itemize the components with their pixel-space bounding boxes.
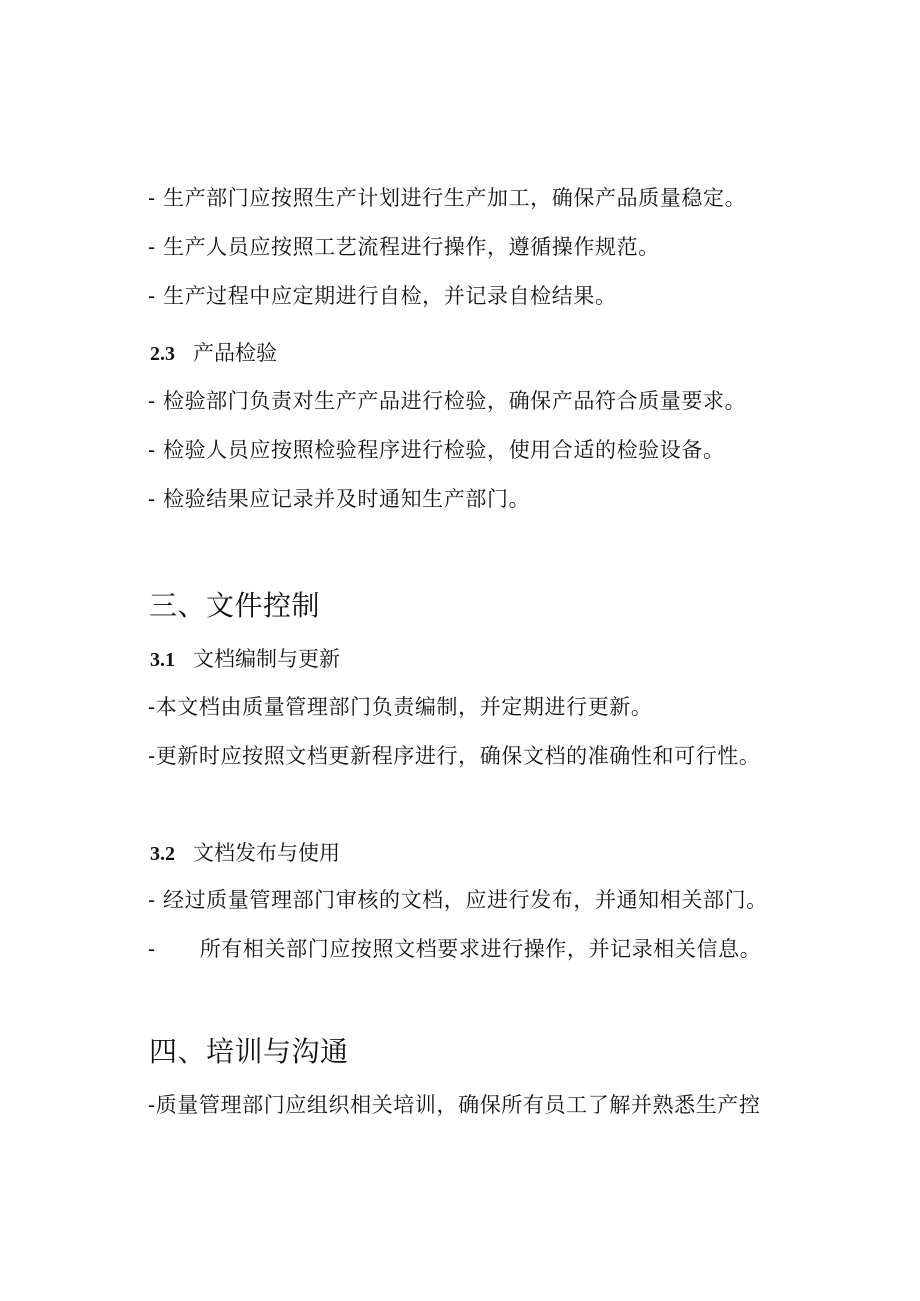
list-item-text: 所有相关部门应按照文档要求进行操作，并记录相关信息。	[199, 937, 762, 961]
section-heading-3-2	[150, 839, 340, 868]
chapter-title-4: 四、培训与沟通	[149, 1035, 349, 1068]
list-item: - 检验结果应记录并及时通知生产部门。	[148, 487, 531, 511]
list-item: - 检验人员应按照检验程序进行检验，使用合适的检验设备。	[148, 438, 725, 462]
list-dash: -	[148, 937, 156, 961]
list-item: -本文档由质量管理部门负责编制，并定期进行更新。	[148, 695, 653, 719]
section-number: 3.1	[150, 649, 175, 671]
section-title: 文档编制与更新	[193, 647, 340, 671]
list-item: -质量管理部门应组织相关培训，确保所有员工了解并熟悉生产控	[148, 1093, 761, 1117]
list-item: - 经过质量管理部门审核的文档，应进行发布，并通知相关部门。	[148, 888, 768, 912]
section-number: 3.2	[150, 843, 175, 865]
list-item	[148, 935, 761, 963]
list-item: - 生产过程中应定期进行自检，并记录自检结果。	[148, 284, 617, 308]
section-heading-2-3	[150, 339, 277, 368]
list-item: - 检验部门负责对生产产品进行检验，确保产品符合质量要求。	[148, 389, 747, 413]
list-item: - 生产人员应按照工艺流程进行操作，遵循操作规范。	[148, 235, 660, 259]
section-number: 2.3	[150, 343, 175, 365]
section-title: 产品检验	[193, 341, 277, 365]
list-item: -更新时应按照文档更新程序进行，确保文档的准确性和可行性。	[148, 744, 761, 768]
section-title: 文档发布与使用	[193, 841, 340, 865]
section-heading-3-1	[150, 645, 340, 674]
list-item: - 生产部门应按照生产计划进行生产加工，确保产品质量稳定。	[148, 186, 747, 210]
chapter-title-3: 三、文件控制	[149, 589, 321, 622]
